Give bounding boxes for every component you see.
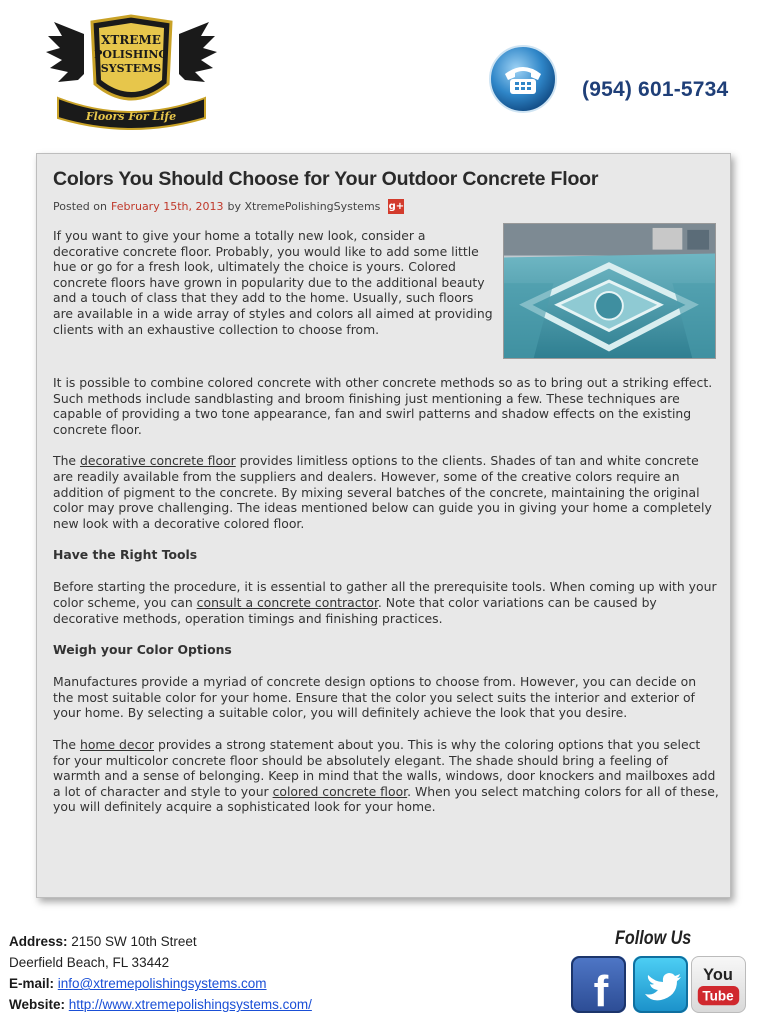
paragraph-1: If you want to give your home a totally new look, consider a decorative concrete floor. Probably, you would like to add some little hue or go for a fresh look, ultimately the choice is yours. Colored concrete floors have grown in popularity due to the additional beauty and a touch of class that they add to the home. Usually, such floors are available in a wide array of styles and colors all aimed at providing clients with an exhaustive collection to choose from. [53, 228, 493, 337]
youtube-tube: Tube [702, 988, 734, 1004]
paragraph-6 [53, 737, 719, 815]
paragraph-6-mid: provides a strong statement about you. This is why the coloring options that you select for your multicolor concrete floor should be absolutely elegant. The shade should bring a feeling of warmth and a sense of belonging. Keep in mind that the walls, windows, door knockers and mailboxes add a lot of character and style to your [53, 736, 716, 799]
logo-line3: SYSTEMS [100, 62, 162, 75]
post-author: by XtremePolishingSystems [227, 200, 381, 213]
home-decor-link[interactable]: home decor [79, 736, 155, 752]
paragraph-6-pre: The [53, 736, 80, 752]
paragraph-3-pre: The [53, 453, 80, 469]
follow-us-label: Follow Us [615, 928, 692, 949]
address-line1: 2150 SW 10th Street [67, 934, 197, 949]
contact-info [9, 931, 312, 1015]
paragraph-4-post: . Note that color variations can be caused by decorative methods, operation timings and finishing practices. [53, 594, 657, 626]
post-date[interactable]: February 15th, 2013 [110, 200, 224, 213]
paragraph-6-post: . When you select matching colors for all of these, you will definitely acquire a sophisticated look for your home. [53, 783, 719, 815]
post-meta [53, 199, 719, 214]
colored-concrete-floor-link[interactable]: colored concrete floor [272, 783, 408, 799]
concrete-floor-photo [503, 223, 716, 359]
phone-number[interactable]: (954) 601-5734 [582, 78, 729, 101]
twitter-icon[interactable] [633, 956, 688, 1013]
logo-tagline: Floors For Life [85, 110, 177, 123]
heading-color-options: Weigh your Color Options [53, 642, 232, 658]
website-link[interactable]: http://www.xtremepolishingsystems.com/ [68, 997, 312, 1012]
address-line2: Deerfield Beach, FL 33442 [9, 955, 170, 970]
paragraph-5: Manufactures provide a myriad of concrete design options to choose from. However, you can decide on the most suitable color for your home. Ensure that the color you select suits the interior and exterior of your home. By selecting a suitable color, you will definitely achieve the look that you desire. [53, 674, 697, 721]
youtube-you: You [703, 966, 733, 985]
website-label: Website: [9, 997, 66, 1012]
google-plus-icon[interactable]: g+ [388, 201, 405, 212]
logo-line1: XTREME [101, 33, 161, 47]
heading-right-tools: Have the Right Tools [53, 547, 198, 563]
facebook-letter: f [593, 967, 609, 1013]
decorative-concrete-floor-link[interactable]: decorative concrete floor [79, 453, 236, 469]
address-label: Address: [9, 934, 68, 949]
posted-on-label: Posted on [53, 200, 107, 213]
paragraph-4 [53, 579, 719, 626]
email-link[interactable]: info@xtremepolishingsystems.com [57, 976, 267, 991]
company-logo [44, 14, 219, 144]
article-title[interactable]: Colors You Should Choose for Your Outdoor Concrete Floor [53, 168, 599, 190]
paragraph-4-pre: Before starting the procedure, it is essential to gather all the prerequisite tools. When coming up with your color scheme, you can [53, 579, 717, 610]
paragraph-3-post: provides limitless options to the clients. Shades of tan and white concrete are readily available from the suppliers and dealers. However, some of the creative colors require an addition of pigment to the concrete. By mixing several batches of the concrete, maintaining the original color may prove challenging. The ideas mentioned below can guide you in giving your home a completely new look with a decorative colored floor. [53, 453, 712, 531]
paragraph-2: It is possible to combine colored concrete with other concrete methods so as to bring out a striking effect. Such methods include sandblasting and broom finishing just mentioning a few. These techniques are capable of providing a two tone appearance, fan and swirl patterns and shadow effects on the existing concrete floor. [53, 375, 713, 437]
logo-line2: POLISHING [94, 48, 168, 61]
youtube-icon[interactable] [691, 956, 746, 1013]
article-panel [36, 153, 731, 898]
phone-icon [488, 44, 558, 114]
consult-contractor-link[interactable]: consult a concrete contractor [196, 594, 378, 610]
paragraph-3 [53, 453, 719, 531]
email-label: E-mail: [9, 976, 55, 991]
facebook-icon[interactable] [571, 956, 626, 1013]
